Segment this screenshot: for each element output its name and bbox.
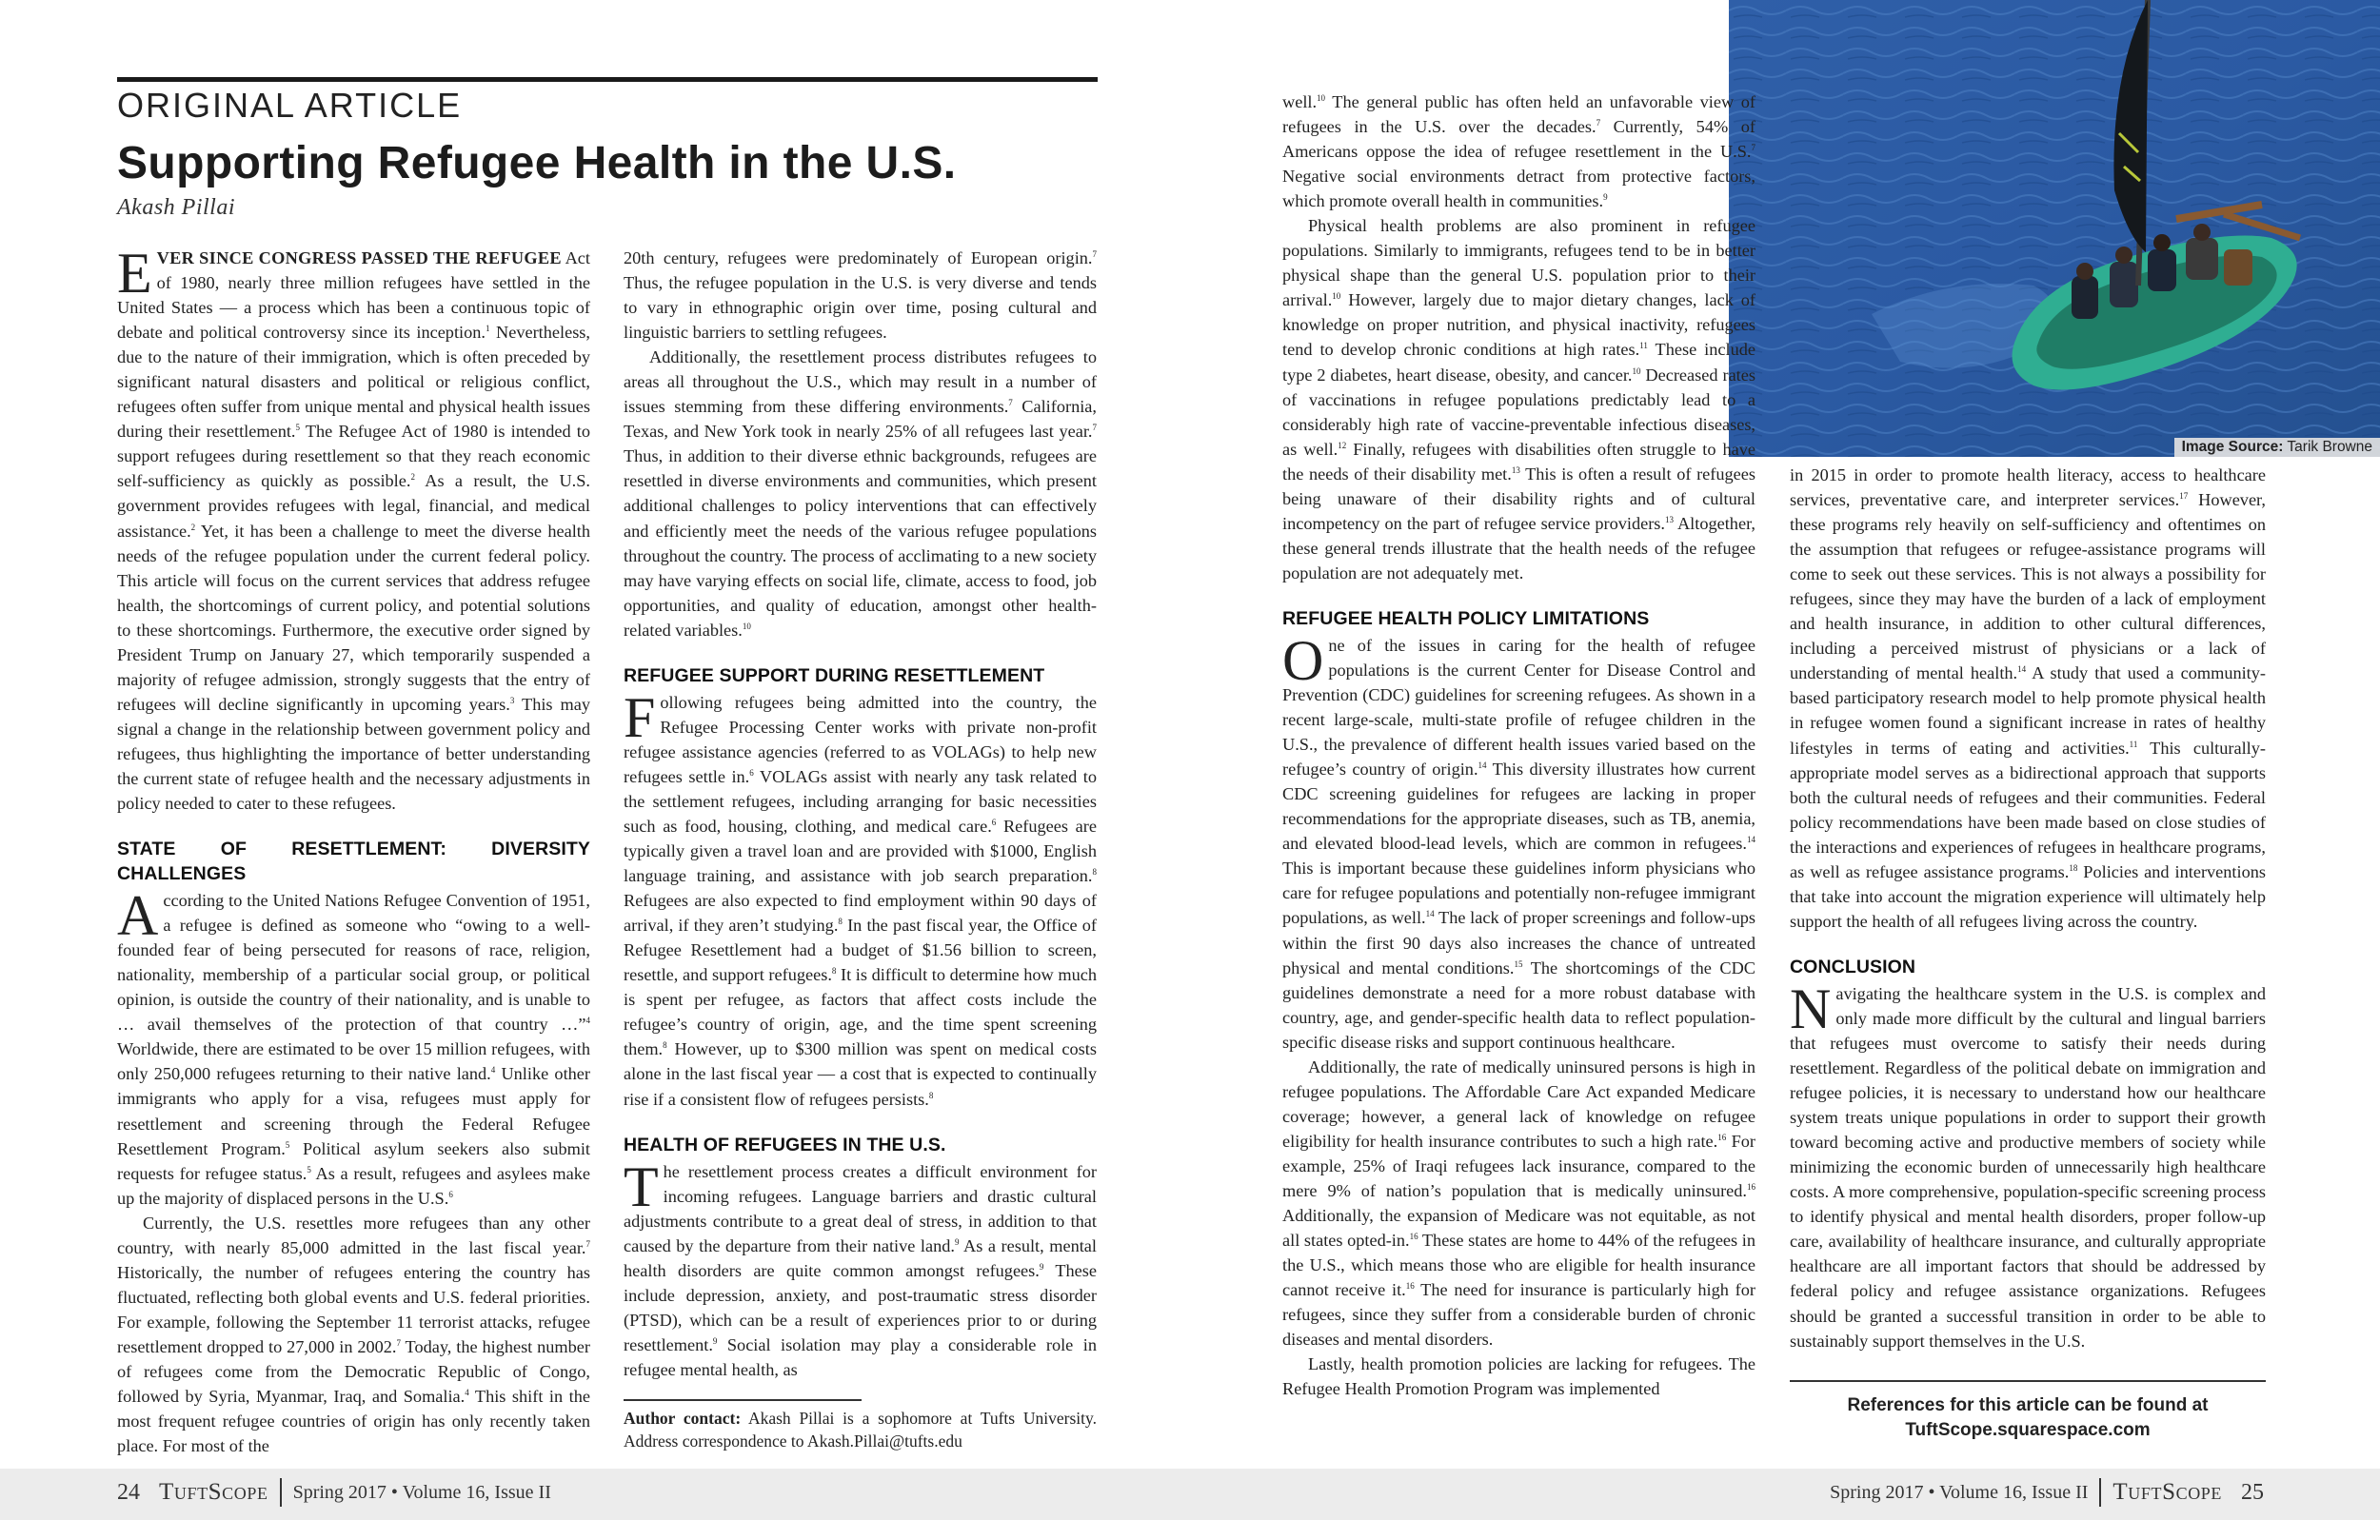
footer-right	[1830, 1478, 2264, 1507]
journal-brand: TuftScope	[159, 1479, 268, 1505]
journal-brand: TuftScope	[2112, 1479, 2222, 1505]
paragraph: well.$^{10}$ The general public has often held an unfavorable view of refugees in the U.S. over the decades.$^7$ Currently, 54% of Americans oppose the idea of refugee resettlement in the U.S.$^7$ Negative social environments detract from protective factors, which promote overall health in communities.$^9$	[1282, 92, 1755, 211]
paragraph: Physical health problems are also prominent in refugee populations. Similarly to immigrants, refugees tend to be in better physical shape than the general U.S. population prior to their arrival.$^{10}$ However, largely due to major dietary changes, lack of knowledge on proper nutrition, and physical inactivity, refugees tend to develop chronic conditions at high rates.$^{11}$ These include type 2 diabetes, heart disease, obesity, and cancer.$^{10}$ Decreased rates of vaccinations in refugee populations predictably lead to a considerably high rate of vaccine-preventable infectious diseases, as well.$^{12}$ Finally, refugees with disabilities often struggle to have the needs of their disability met.$^{13}$ This is often a result of refugees being unaware of their disability rights and of cultural incompetency on the part of refugee service providers.$^{13}$ Altogether, these general trends illustrate that the health needs of the refugee population are not adequately met.	[1282, 216, 1756, 582]
section-heading: HEALTH OF REFUGEES IN THE U.S.	[624, 1134, 946, 1155]
page-title: Supporting Refugee Health in the U.S.	[117, 138, 957, 188]
paragraph: Additionally, the resettlement process distributes refugees to areas all throughout the U.S., which may result in a number of issues stemming from these differing environments.$^7$ California, Texas, and New York took in nearly 25% of all refugees last year.$^7$ Thus, in addition to their diverse ethnic backgrounds, refugees are resettled in diverse environments and communities, which present additional challenges to policy interventions that can effectively and efficiently meet the needs of the various refugee populations throughout the country. The process of acclimating to a new society may have varying effects on social life, climate, access to food, job opportunities, and quality of education, amongst other health-related variables.$^{10}$	[624, 347, 1097, 640]
section-heading: REFUGEE HEALTH POLICY LIMITATIONS	[1282, 607, 1650, 629]
image-credit: Image Source: Tarik Browne	[2174, 438, 2380, 457]
footer-divider	[2099, 1478, 2101, 1507]
author-name: Akash Pillai	[117, 195, 235, 220]
paragraph: Following refugees being admitted into the country, the Refugee Processing Center works with private non-profit refugee assistance agencies (referred to as VOLAGs) to help new refugees settle in.$^6$ VOLAGs assist with nearly any task related to the settlement refugees, including arranging for basic necessities such as food, housing, clothing, and medical care.$^6$ Refugees are typically given a travel loan and are provided with $1000, English language training, and assistance with job search preparation.$^8$ Refugees are also expected to find employment within 90 days of arrival, if they aren’t studying.$^8$ In the past fiscal year, the Office of Refugee Resettlement had a budget of $1.56 billion to screen, resettle, and support refugees.$^8$ It is difficult to determine how much is spent per refugee, as factors that affect costs include the refugee’s country of origin, age, and the time spent screening them.$^8$ However, up to $300 million was spent on medical costs alone in the last fiscal year — a cost that is expected to continually rise if a consistent flow of refugees persists.$^8$	[624, 685, 1097, 1109]
paragraph: Currently, the U.S. resettles more refugees than any other country, with nearly 85,000 admitted in the last fiscal year.$^7$ Historically, the number of refugees entering the country has fluctuated, reflecting both global events and U.S. federal priorities. For example, following the September 11 terrorist attacks, refugee resettlement dropped to 27,000 in 2002.$^7$ Today, the highest number of refugees come from the Democratic Republic of Congo, followed by Syria, Myanmar, Iraq, and Somalia.$^4$ This shift in the most frequent refugee countries of origin has only recently taken place. For most of the	[117, 1213, 590, 1456]
paragraph: Navigating the healthcare system in the U.S. is complex and only made more difficult by the cultural and lingual barriers that refugees must overcome to satisfy their needs during resettlement. Regardless of the political debate on immigration and refugee policies, it is necessary to understand how our healthcare system treats unique populations in order to support their growth toward becoming active and productive members of society while minimizing the economic burden of unnecessarily high healthcare costs. A more comprehensive, population-specific screening process to identify physical and mental health disorders, proper follow-up care, availability of healthcare insurance, and culturally appropriate healthcare are all important factors that should be addressed by federal policy and refugee assistance organizations. Refugees should be granted a successful transition in order to be able to sustainably support themselves in the U.S.	[1790, 977, 2266, 1351]
section-heading: CONCLUSION	[1790, 956, 1916, 977]
issue-info: Spring 2017 • Volume 16, Issue II	[1830, 1481, 2089, 1503]
drop-cap: F	[624, 685, 656, 749]
page-number: 25	[2241, 1479, 2264, 1505]
paragraph: Lastly, health promotion policies are lacking for refugees. The Refugee Health Promotion Program was implemented	[1282, 1354, 1755, 1399]
footnote-rule	[624, 1399, 862, 1401]
column-4	[1790, 463, 2266, 1353]
header-rule	[117, 77, 1098, 82]
author-contact: Author contact: Akash Pillai is a sophomore at Tufts University. Address correspondence to Akash.Pillai@tufts.edu	[624, 1408, 1097, 1451]
column-1	[117, 242, 590, 1458]
issue-info: Spring 2017 • Volume 16, Issue II	[292, 1481, 551, 1503]
column-2	[624, 246, 1097, 1452]
references-note	[1790, 1393, 2266, 1443]
paragraph: EVER SINCE CONGRESS PASSED THE REFUGEE Act of 1980, nearly three million refugees have settled in the United States — a process which has been a continuous topic of debate and political controversy since its inception.$^1$ Nevertheless, due to the nature of their immigration, which is often preceded by significant natural disasters and political or religious conflict, refugees often suffer from unique mental and physical health issues during their resettlement.$^5$ The Refugee Act of 1980 is intended to support refugees during resettlement so that they reach economic self-sufficiency as quickly as possible.$^2$ As a result, the U.S. government provides refugees with legal, financial, and medical assistance.$^2$ Yet, it has been a challenge to meet the diverse health needs of the refugee population under the current federal policy. This article will focus on the current services that address refugee health, the shortcomings of current policy, and potential solutions to these shortcomings. Furthermore, the executive order signed by President Trump on January 27, which temporarily suspended a majority of refugee admission, strongly suggests that the entry of refugees will decline significantly in upcoming years.$^3$ This may signal a change in the relationship between government policy and refugees, thus highlighting the importance of better understanding the current state of refugee health and the necessary adjustments in policy needed to cater to these refugees.	[117, 242, 590, 814]
footer-left	[117, 1478, 551, 1507]
drop-cap: T	[624, 1155, 659, 1218]
references-rule	[1790, 1380, 2266, 1382]
references-text: References for this article can be found at	[1847, 1395, 2209, 1415]
section-heading: REFUGEE SUPPORT DURING RESETTLEMENT	[624, 664, 1045, 686]
section-heading: STATE OF RESETTLEMENT: DIVERSITY CHALLENGES	[117, 839, 590, 885]
paragraph: Additionally, the rate of medically uninsured persons is high in refugee populations. The Affordable Care Act expanded Medicare coverage; however, a general lack of knowledge on refugee eligibility for health insurance contributes to such a high rate.$^{16}$ For example, 25% of Iraqi refugees lack insurance, compared to the mere 9% of nation’s population that is medically uninsured.$^{16}$ Additionally, the expansion of Medicare was not equitable, as not all states opted-in.$^{16}$ These states are home to 44% of the refugees in the U.S., which means those who are eligible for health insurance cannot receive it.$^{16}$ The need for insurance is particularly high for refugees, since they suffer from a considerable burden of chronic diseases and mental disorders.	[1282, 1056, 1755, 1350]
footer-divider	[280, 1478, 282, 1507]
paragraph: The resettlement process creates a difficult environment for incoming refugees. Language barriers and drastic cultural adjustments contribute to a great deal of stress, in addition to that caused by the departure from their native land.$^9$ As a result, mental health disorders are quite common amongst refugees.$^9$ These include depression, anxiety, and post-traumatic stress disorder (PTSD), which can be a result of experiences prior to or during resettlement.$^9$ Social isolation may play a considerable role in refugee mental health, as	[624, 1155, 1098, 1379]
drop-cap: E	[117, 242, 152, 305]
column-3	[1282, 89, 1755, 1401]
references-link[interactable]: TuftScope.squarespace.com	[1905, 1420, 2151, 1440]
paragraph: One of the issues in caring for the health of refugee populations is the current Center for Disease Control and Prevention (CDC) guidelines for screening refugees. As shown in a recent large-scale, multi-state profile of refugee children in the U.S., the prevalence of different health issues varied based on the refugee’s country of origin.$^{14}$ This diversity illustrates how current CDC screening guidelines for refugees are lacking in proper recommendations for the appropriate diseases, such as TB, anemia, and elevated blood-lead levels, which are common in refugees.$^{14}$ This is important because these guidelines inform physicians who care for refugee populations and potentially non-refugee immigrant populations, as well.$^{14}$ The lack of proper screenings and follow-ups within the first 90 days also increases the chance of untreated physical and mental conditions.$^{15}$ The shortcomings of the CDC guidelines demonstrate a need for a more robust database with country, age, and gender-specific health data to reflect population-specific disease risks and support continuous healthcare.	[1282, 628, 1756, 1052]
drop-cap: O	[1282, 628, 1324, 692]
refugee-boat-photo	[1729, 0, 2380, 457]
article-kicker: ORIGINAL ARTICLE	[117, 86, 463, 125]
paragraph: According to the United Nations Refugee Convention of 1951, a refugee is defined as someone who “owing to a well-founded fear of being persecuted for reasons of race, religion, nationality, membership of a particular social group, or political opinion, is outside the country of their nationality, and is unable to … avail themselves of the protection of that country …”$^4$ Worldwide, there are estimated to be over 15 million refugees, with only 250,000 refugees returning to their native land.$^4$ Unlike other immigrants who apply for a visa, refugees must apply for resettlement and screening through the Federal Refugee Resettlement Program.$^5$ Political asylum seekers also submit requests for refugee status.$^5$ As a result, refugees and asylees make up the majority of displaced persons in the U.S.$^6$	[117, 884, 590, 1208]
page-number: 24	[117, 1479, 140, 1505]
drop-cap: N	[1790, 977, 1832, 1040]
paragraph: in 2015 in order to promote health literacy, access to healthcare services, preventative care, and interpreter services.$^{17}$ However, these programs rely heavily on self-sufficiency and oftentimes on the assumption that refugees or refugee-assistance programs will come to seek out these services. This is not always a possibility for refugees, since they may have the burden of a lack of employment and health insurance, in addition to other cultural differences, including a perceived mistrust of physicians or a lack of understanding of mental health.$^{14}$ A study that used a community-based participatory research model to help promote physical health in refugee women found a significant increase in rates of healthy lifestyles in terms of eating and activities.$^{11}$ This culturally-appropriate model serves as a bidirectional approach that supports both the cultural needs of refugees and their communities. Federal policy recommendations have been made based on close studies of the interactions and experiences of refugees in healthcare programs, as well as refugee assistance programs.$^{18}$ Policies and interventions that take into account the migration experience will ultimately help support the health of all refugees living across the country.	[1790, 465, 2266, 931]
drop-cap: A	[117, 884, 159, 948]
ocean-boat-illustration	[1729, 0, 2380, 457]
paragraph: 20th century, refugees were predominately of European origin.$^7$ Thus, the refugee population in the U.S. is very diverse and tends to vary in ethnographic origin over time, posing cultural and linguistic barriers to settling refugees.	[624, 248, 1097, 343]
